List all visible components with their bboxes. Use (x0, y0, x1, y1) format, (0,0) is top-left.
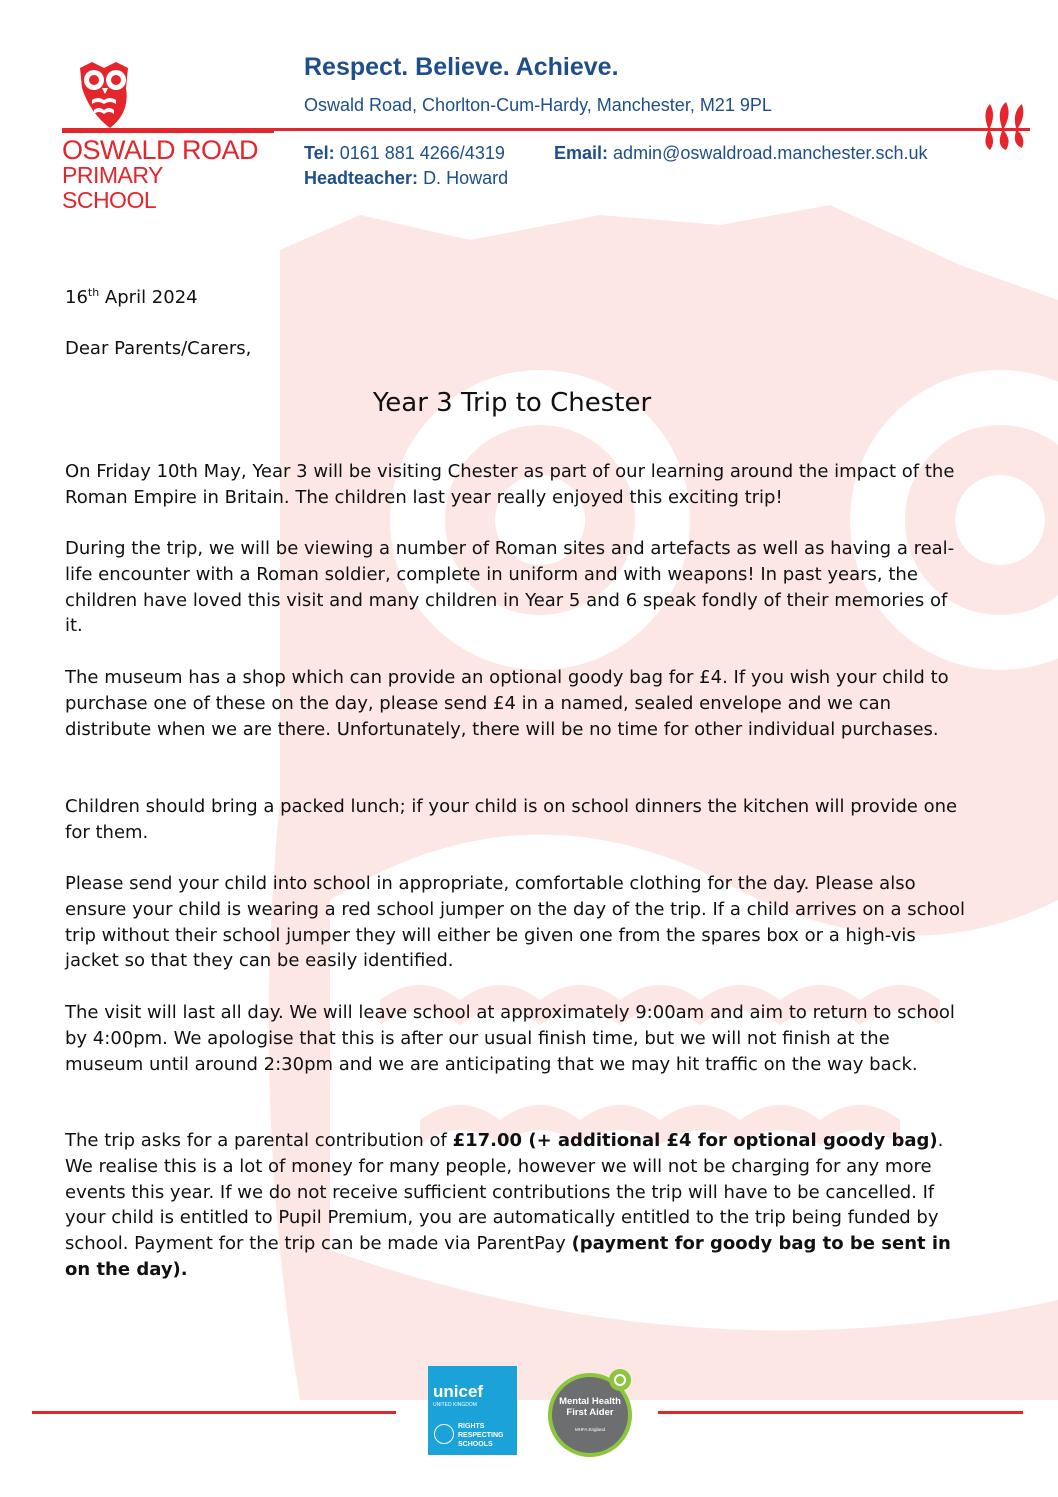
p7-contribution: £17.00 (+ additional £4 for optional goody bag) (452, 1130, 938, 1151)
mhfa-badge (545, 1368, 635, 1458)
paragraph-2: During the trip, we will be viewing a number of Roman sites and artefacts as well as having a real-life encounter with a Roman soldier, complete in uniform and with weapons! In past years, the children have loved this visit and many children in Year 5 and 6 speak fondly of their memories of it. (65, 538, 955, 637)
unicef-sub: UNITED KINGDOM (433, 1402, 477, 1408)
school-logo (62, 58, 262, 213)
rrs-line3: SCHOOLS (458, 1441, 493, 1448)
school-name-line1: OSWALD ROAD (62, 135, 259, 165)
unicef-name: unicef (433, 1382, 484, 1401)
email-value[interactable]: admin@oswaldroad.manchester.sch.uk (613, 143, 928, 163)
rrs-line1: RIGHTS (458, 1423, 485, 1430)
letter-title: Year 3 Trip to Chester (372, 388, 652, 418)
p7-text-a: The trip asks for a parental contribution of (65, 1130, 453, 1151)
mhfa-line2: First Aider (566, 1407, 614, 1418)
school-name-line2: PRIMARY SCHOOL (62, 162, 163, 213)
school-name (62, 135, 262, 213)
email-label: Email: (554, 143, 609, 163)
email (554, 143, 927, 164)
school-address: Oswald Road, Chorlton-Cum-Hardy, Manchester, M21 9PL (304, 95, 772, 115)
p7-text-b: . We realise this is a lot of money for many people, however we will not be charging for any more events this year. If we do not receive sufficient contributions the trip will have to be cancelled. If your child is entitled to Pupil Premium, you are automatically entitled to the trip being funded by school. Payment for the trip can be made via ParentPay (65, 1130, 944, 1255)
school-motto: Respect. Believe. Achieve. (304, 53, 619, 81)
date-suffix: th (87, 286, 100, 299)
footer-rule-left (32, 1411, 396, 1414)
mhfa-title (545, 1396, 635, 1418)
p7-payment-note: (payment for goody bag to be sent in on the day). (65, 1233, 951, 1280)
telephone (304, 143, 505, 164)
head-value: D. Howard (423, 168, 509, 188)
mhfa-sub: MHFA England (574, 1427, 606, 1432)
letter-date (65, 286, 198, 308)
header-rule (62, 128, 977, 131)
rrs-text (458, 1422, 504, 1449)
headteacher (304, 168, 508, 189)
tel-label: Tel: (304, 143, 335, 163)
paragraph-3: The museum has a shop which can provide an optional goody bag for £4. If you wish your child to purchase one of these on the day, please send £4 in a named, sealed envelope and we can distribute when we are there. Unfortunately, there will be no time for other individual purchases. (65, 667, 949, 740)
mhfa-line1: Mental Health (559, 1396, 621, 1407)
head-label: Headteacher: (304, 168, 419, 188)
paragraph-5: Please send your child into school in appropriate, comfortable clothing for the day. Please also ensure your child is wearing a red school jumper on the day of the trip. If a child arrives on a school trip without their school jumper they will either be given one from the spares box or a high-vis jacket so that they can be easily identified. (65, 873, 965, 972)
paragraph-1: On Friday 10th May, Year 3 will be visiting Chester as part of our learning around the impact of the Roman Empire in Britain. The children last year really enjoyed this exciting trip! (65, 461, 955, 508)
paragraph-4: Children should bring a packed lunch; if your child is on school dinners the kitchen will provide one for them. (65, 796, 958, 843)
rrs-line2: RESPECTING (458, 1432, 504, 1439)
letter-greeting: Dear Parents/Carers, (65, 338, 252, 359)
tel-value: 0161 881 4266/4319 (339, 143, 505, 163)
globe-icon (434, 1424, 454, 1444)
unicef-rrs-badge (428, 1366, 517, 1455)
date-day: 16 (65, 287, 88, 308)
footer-rule-right (658, 1411, 1023, 1414)
date-rest: April 2024 (99, 287, 198, 308)
paragraph-7 (65, 1128, 970, 1283)
owl-logo-icon (70, 58, 150, 138)
leaf-branch-icon (968, 100, 1034, 150)
paragraph-6: The visit will last all day. We will leave school at approximately 9:00am and aim to return to school by 4:00pm. We apologise that this is after our usual finish time, but we will not finish at the museum until around 2:30pm and we are anticipating that we may hit traffic on the way back. (65, 1002, 955, 1075)
